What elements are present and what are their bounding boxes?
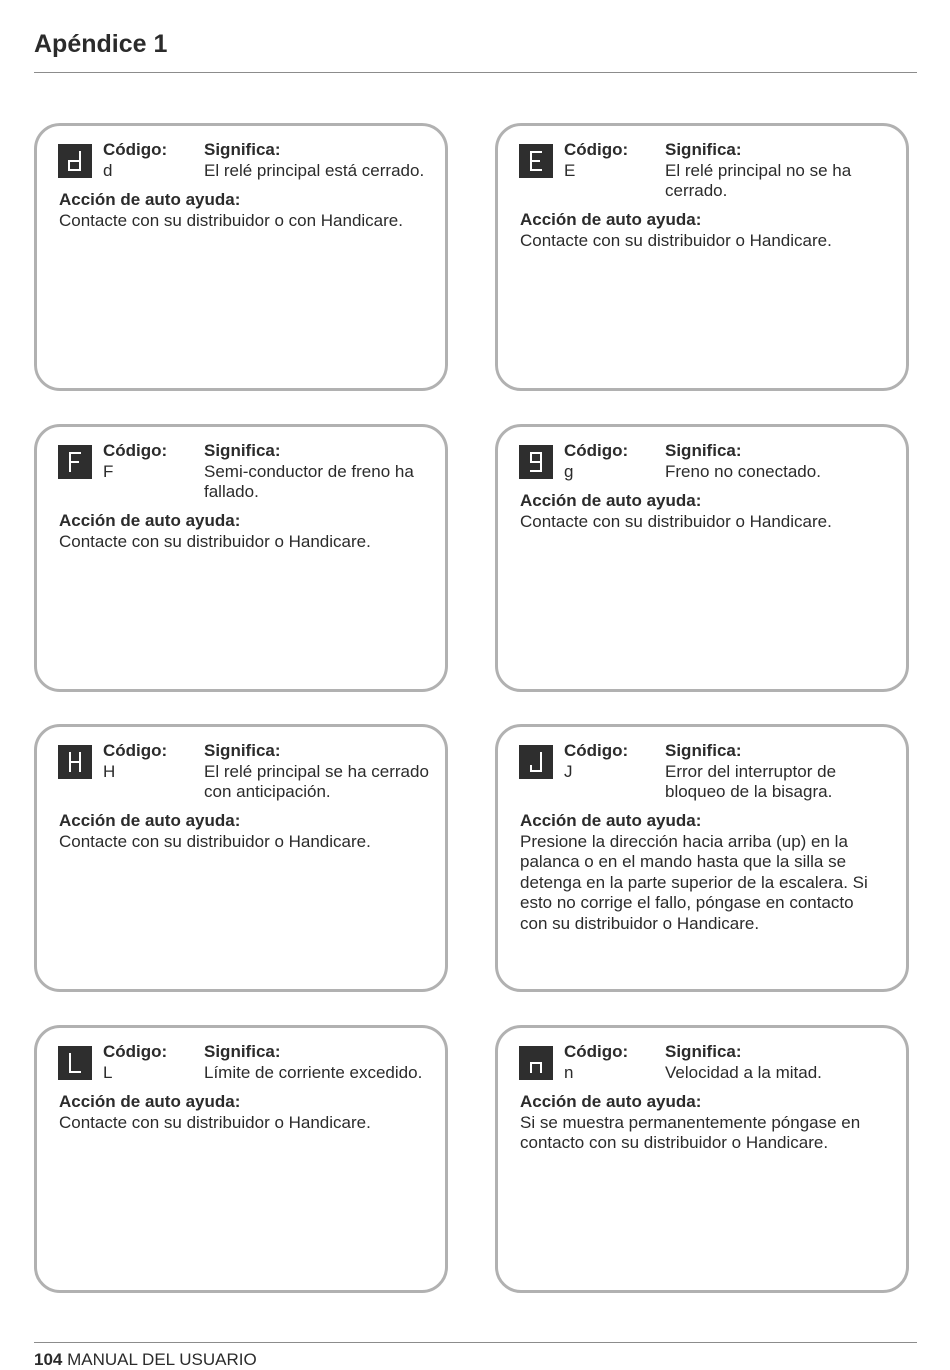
- code-value: n: [564, 1062, 574, 1082]
- action-text: Si se muestra permanentemente póngase en contacto con su distribuidor o Handicare.: [520, 1112, 861, 1152]
- meaning-value: El relé principal está cerrado.: [204, 160, 425, 180]
- footer-divider: [34, 1342, 917, 1343]
- display-glyph-n-icon: [519, 1046, 553, 1080]
- action-label: Acción de auto ayuda:: [59, 511, 241, 530]
- code-value: L: [103, 1062, 113, 1082]
- meaning-label: Significa:: [665, 741, 742, 760]
- meaning-label: Significa:: [665, 441, 742, 460]
- action-text: Contacte con su distribuidor o con Handicare.: [59, 210, 403, 230]
- code-value: J: [564, 761, 573, 781]
- code-label: Código:: [564, 1042, 629, 1061]
- action-label: Acción de auto ayuda:: [59, 1092, 241, 1111]
- meaning-value: Límite de corriente excedido.: [204, 1062, 423, 1082]
- display-glyph-H-icon: [58, 745, 92, 779]
- error-card-E: [495, 123, 909, 391]
- display-glyph-J-icon: [519, 745, 553, 779]
- action-text: Presione la dirección hacia arriba (up) en la palanca o en el mando hasta que la silla se detenga en la parte superior de la escalera. Si esto no corrige el fallo, póngase en contacto con su distribuidor o Handicare.: [520, 831, 868, 933]
- action-label: Acción de auto ayuda:: [520, 491, 702, 510]
- display-glyph-g-icon: [519, 445, 553, 479]
- error-card-F: [34, 424, 448, 692]
- code-value: d: [103, 160, 113, 180]
- display-glyph-F-icon: [58, 445, 92, 479]
- action-label: Acción de auto ayuda:: [520, 210, 702, 229]
- meaning-value: Semi-conductor de freno ha fallado.: [204, 461, 414, 501]
- meaning-label: Significa:: [204, 1042, 281, 1061]
- page-footer: [34, 1350, 257, 1370]
- meaning-label: Significa:: [204, 741, 281, 760]
- meaning-label: Significa:: [665, 1042, 742, 1061]
- footer-title: MANUAL DEL USUARIO: [67, 1350, 257, 1369]
- page-title: Apéndice 1: [34, 30, 168, 58]
- action-label: Acción de auto ayuda:: [520, 1092, 702, 1111]
- meaning-label: Significa:: [665, 140, 742, 159]
- code-value: g: [564, 461, 574, 481]
- error-card-n: [495, 1025, 909, 1293]
- code-label: Código:: [103, 140, 168, 159]
- code-label: Código:: [564, 741, 629, 760]
- meaning-value: Velocidad a la mitad.: [665, 1062, 822, 1082]
- display-glyph-L-icon: [58, 1046, 92, 1080]
- meaning-value: El relé principal se ha cerrado con anticipación.: [204, 761, 429, 801]
- error-card-J: [495, 724, 909, 992]
- code-label: Código:: [103, 441, 168, 460]
- error-card-L: [34, 1025, 448, 1293]
- code-value: F: [103, 461, 114, 481]
- error-card-g: [495, 424, 909, 692]
- code-label: Código:: [564, 140, 629, 159]
- meaning-label: Significa:: [204, 441, 281, 460]
- display-glyph-d-icon: [58, 144, 92, 178]
- action-text: Contacte con su distribuidor o Handicare.: [59, 831, 371, 851]
- meaning-value: Freno no conectado.: [665, 461, 821, 481]
- meaning-value: Error del interruptor de bloqueo de la bisagra.: [665, 761, 837, 801]
- code-label: Código:: [103, 741, 168, 760]
- action-text: Contacte con su distribuidor o Handicare.: [520, 511, 832, 531]
- action-text: Contacte con su distribuidor o Handicare.: [59, 531, 371, 551]
- meaning-value: El relé principal no se ha cerrado.: [665, 160, 852, 200]
- error-card-d: [34, 123, 448, 391]
- code-value: E: [564, 160, 576, 180]
- header-divider: [34, 72, 917, 73]
- action-text: Contacte con su distribuidor o Handicare.: [520, 230, 832, 250]
- action-label: Acción de auto ayuda:: [59, 811, 241, 830]
- code-label: Código:: [103, 1042, 168, 1061]
- page-number: 104: [34, 1350, 63, 1369]
- meaning-label: Significa:: [204, 140, 281, 159]
- display-glyph-E-icon: [519, 144, 553, 178]
- action-label: Acción de auto ayuda:: [59, 190, 241, 209]
- action-text: Contacte con su distribuidor o Handicare.: [59, 1112, 371, 1132]
- error-card-H: [34, 724, 448, 992]
- action-label: Acción de auto ayuda:: [520, 811, 702, 830]
- code-label: Código:: [564, 441, 629, 460]
- code-value: H: [103, 761, 116, 781]
